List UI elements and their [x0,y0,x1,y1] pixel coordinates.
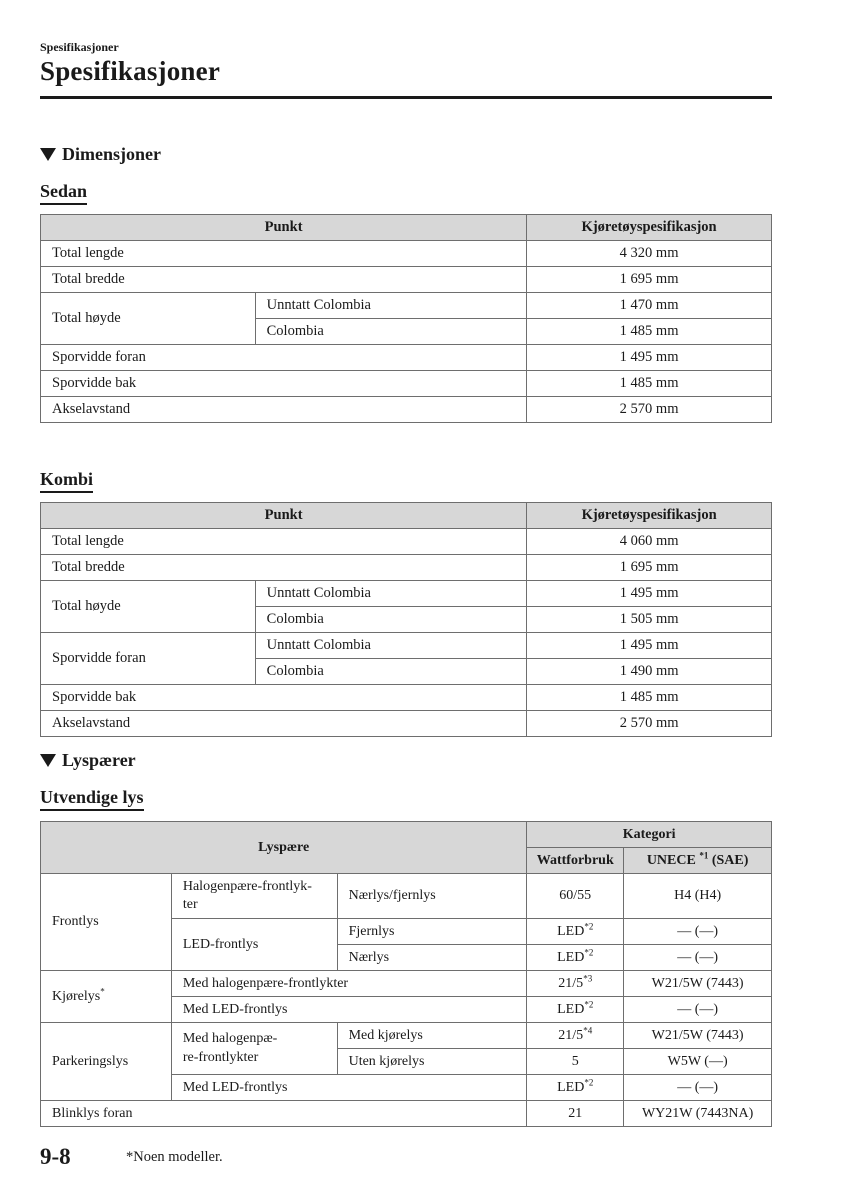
table-row [41,371,772,397]
table-row [41,267,772,293]
row-value: 2 570 mm [527,711,772,737]
row-value: 1 695 mm [527,267,772,293]
row-wattage: LED$^{*2}$ [527,997,624,1023]
row-value: 1 490 mm [527,659,772,685]
row-sublabel: LED-frontlys [171,919,337,971]
row-unece: — (—) [624,1075,772,1101]
row-label: Kjørelys* [41,971,172,1023]
row-sublabel: Med halogenpæ- re-frontlykter [171,1023,337,1075]
row-value: 1 495 mm [527,581,772,607]
table-row [41,529,772,555]
row-wattage: 21/5$^{*3}$ [527,971,624,997]
row-sublabel: Colombia [255,607,527,633]
row-unece: — (—) [624,997,772,1023]
row-sublabel: Unntatt Colombia [255,581,527,607]
row-wattage: LED$^{*2}$ [527,945,624,971]
row-label: Sporvidde bak [41,371,527,397]
row-label: Sporvidde foran [41,633,256,685]
table-row [41,1101,772,1127]
table-row [41,1023,772,1049]
column-header-spec: Kjøretøyspesifikasjon [527,503,772,529]
page-title: Spesifikasjoner [40,56,221,86]
row-sublabel: Med halogenpære-frontlykter [171,971,526,997]
column-header-category: Kategori [527,822,772,848]
row-sublabel: Med LED-frontlys [171,997,526,1023]
row-unece: — (—) [624,919,772,945]
row-label: Blinklys foran [41,1101,527,1127]
row-sublabel: Colombia [255,659,527,685]
column-header-item: Punkt [41,503,527,529]
running-head: Spesifikasjoner [40,40,119,54]
column-header-bulb: Lyspære [41,822,527,874]
row-value: 4 320 mm [527,241,772,267]
row-label: Total høyde [41,581,256,633]
triangle-marker-icon [40,148,56,161]
row-wattage: LED$^{*2}$ [527,919,624,945]
table-row [41,581,772,607]
section-heading-bulbs [40,750,136,771]
table-row [41,293,772,319]
row-wattage: 21 [527,1101,624,1127]
table-row [41,241,772,267]
row-detail: Uten kjørelys [337,1049,527,1075]
row-label: Total lengde [41,241,527,267]
row-label: Akselavstand [41,397,527,423]
section-heading-label: Dimensjoner [62,144,161,164]
page-number: 9-8 [40,1144,71,1169]
row-value: 1 505 mm [527,607,772,633]
row-sublabel: Unntatt Colombia [255,293,527,319]
triangle-marker-icon [40,754,56,767]
row-sublabel: Halogenpære-frontlyk-ter [171,874,337,919]
row-wattage: 21/5$^{*4}$ [527,1023,624,1049]
row-value: 1 495 mm [527,345,772,371]
row-value: 1 470 mm [527,293,772,319]
row-value: 1 495 mm [527,633,772,659]
row-label: Total lengde [41,529,527,555]
row-value: 2 570 mm [527,397,772,423]
column-header-item: Punkt [41,215,527,241]
row-label: Sporvidde foran [41,345,527,371]
row-label: Total bredde [41,555,527,581]
row-wattage: 5 [527,1049,624,1075]
column-header-wattage: Wattforbruk [527,848,624,874]
title-rule [40,96,772,99]
row-detail: Nærlys [337,945,527,971]
row-label: Akselavstand [41,711,527,737]
table-row [41,874,772,919]
column-header-spec: Kjøretøyspesifikasjon [527,215,772,241]
row-value: 1 485 mm [527,319,772,345]
footnote: *Noen modeller. [126,1149,223,1165]
table-row [41,685,772,711]
row-value: 1 695 mm [527,555,772,581]
row-unece: H4 (H4) [624,874,772,919]
row-sublabel: Unntatt Colombia [255,633,527,659]
row-label: Sporvidde bak [41,685,527,711]
table-row [41,345,772,371]
table-row [41,555,772,581]
sedan-table [40,214,772,423]
row-unece: — (—) [624,945,772,971]
table-row [41,971,772,997]
row-unece: W21/5W (7443) [624,1023,772,1049]
table-row [41,397,772,423]
row-label: Total bredde [41,267,527,293]
row-unece: W21/5W (7443) [624,971,772,997]
row-sublabel: Med LED-frontlys [171,1075,526,1101]
row-detail: Fjernlys [337,919,527,945]
row-sublabel: Colombia [255,319,527,345]
row-wattage: LED$^{*2}$ [527,1075,624,1101]
row-label: Frontlys [41,874,172,971]
kombi-table [40,502,772,737]
subheading-exterior-lights: Utvendige lys [40,787,144,811]
row-unece: W5W (—) [624,1049,772,1075]
row-value: 1 485 mm [527,371,772,397]
row-label: Total høyde [41,293,256,345]
exterior-lights-table [40,821,772,1127]
row-detail: Nærlys/fjernlys [337,874,527,919]
row-detail: Med kjørelys [337,1023,527,1049]
section-heading-label: Lyspærer [62,750,136,770]
row-unece: WY21W (7443NA) [624,1101,772,1127]
subheading-kombi: Kombi [40,469,93,493]
row-wattage: 60/55 [527,874,624,919]
section-heading-dimensions [40,144,161,165]
subheading-sedan: Sedan [40,181,87,205]
table-row [41,633,772,659]
column-header-unece: UNECE $^{*1}$ (SAE) [624,848,772,874]
row-label: Parkeringslys [41,1023,172,1101]
row-value: 1 485 mm [527,685,772,711]
table-row [41,711,772,737]
row-value: 4 060 mm [527,529,772,555]
